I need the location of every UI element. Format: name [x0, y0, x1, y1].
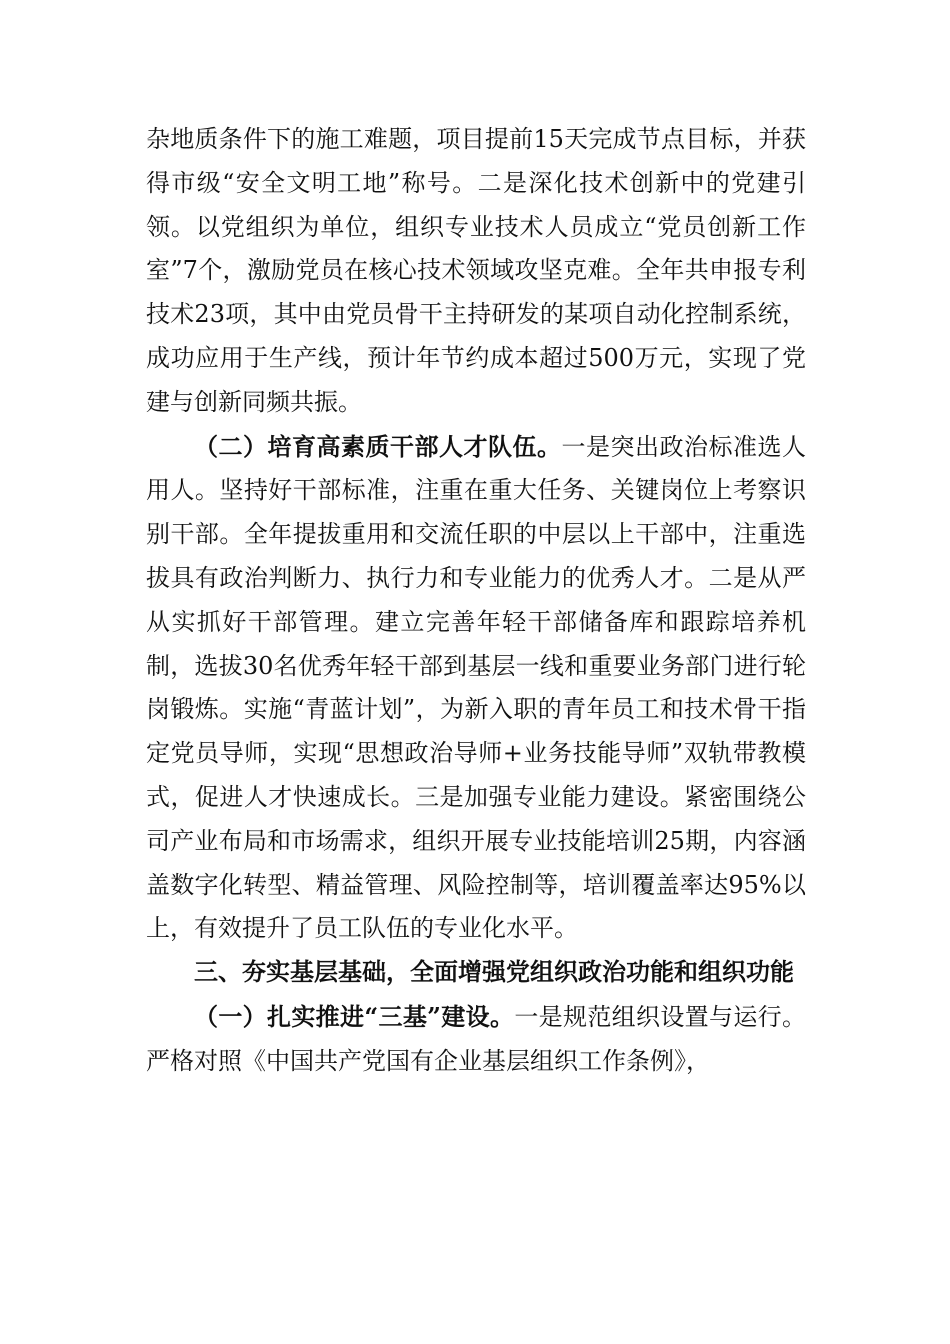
- subheading-three-basics: （一）扎实推进“三基”建设。: [194, 1001, 515, 1031]
- paragraph-three-basics-body: 一是规范组织设置与运行。严格对照《中国共产党国有企业基层组织工作条例》，: [146, 1002, 807, 1075]
- document-body: [146, 118, 806, 1084]
- paragraph-tech-innovation: 杂地质条件下的施工难题，项目提前15天完成节点目标，并获得市级“安全文明工地”称号。二是深化技术创新中的党建引领。以党组织为单位，组织专业技术人员成立“党员创新工作室”7个，激励党员在核心技术领域攻坚克难。全年共申报专利技术23项，其中由党员骨干主持研发的某项自动化控制系统，成功应用于生产线，预计年节约成本超过500万元，实现了党建与创新同频共振。: [146, 125, 806, 416]
- paragraph-cadre-team-body: 一是突出政治标准选人用人。坚持好干部标准，注重在重大任务、关键岗位上考察识别干部。全年提拔重用和交流任职的中层以上干部中，注重选拔具有政治判断力、执行力和专业能力的优秀人才。二是从严从实抓好干部管理。建立完善年轻干部储备库和跟踪培养机制，选拔30名优秀年轻干部到基层一线和重要业务部门进行轮岗锻炼。实施“青蓝计划”，为新入职的青年员工和技术骨干指定党员导师，实现“思想政治导师+业务技能导师”双轨带教模式，促进人才快速成长。三是加强专业能力建设。紧密围绕公司产业布局和市场需求，组织开展专业技能培训25期，内容涵盖数字化转型、精益管理、风险控制等，培训覆盖率达95%以上，有效提升了员工队伍的专业化水平。: [146, 432, 806, 943]
- paragraph-cadre-team: [146, 425, 806, 952]
- paragraph-three-basics: [146, 995, 806, 1084]
- subheading-cadre-team: （二）培育高素质干部人才队伍。: [194, 431, 562, 461]
- section-heading-3: 三、夯实基层基础，全面增强党组织政治功能和组织功能: [194, 958, 794, 987]
